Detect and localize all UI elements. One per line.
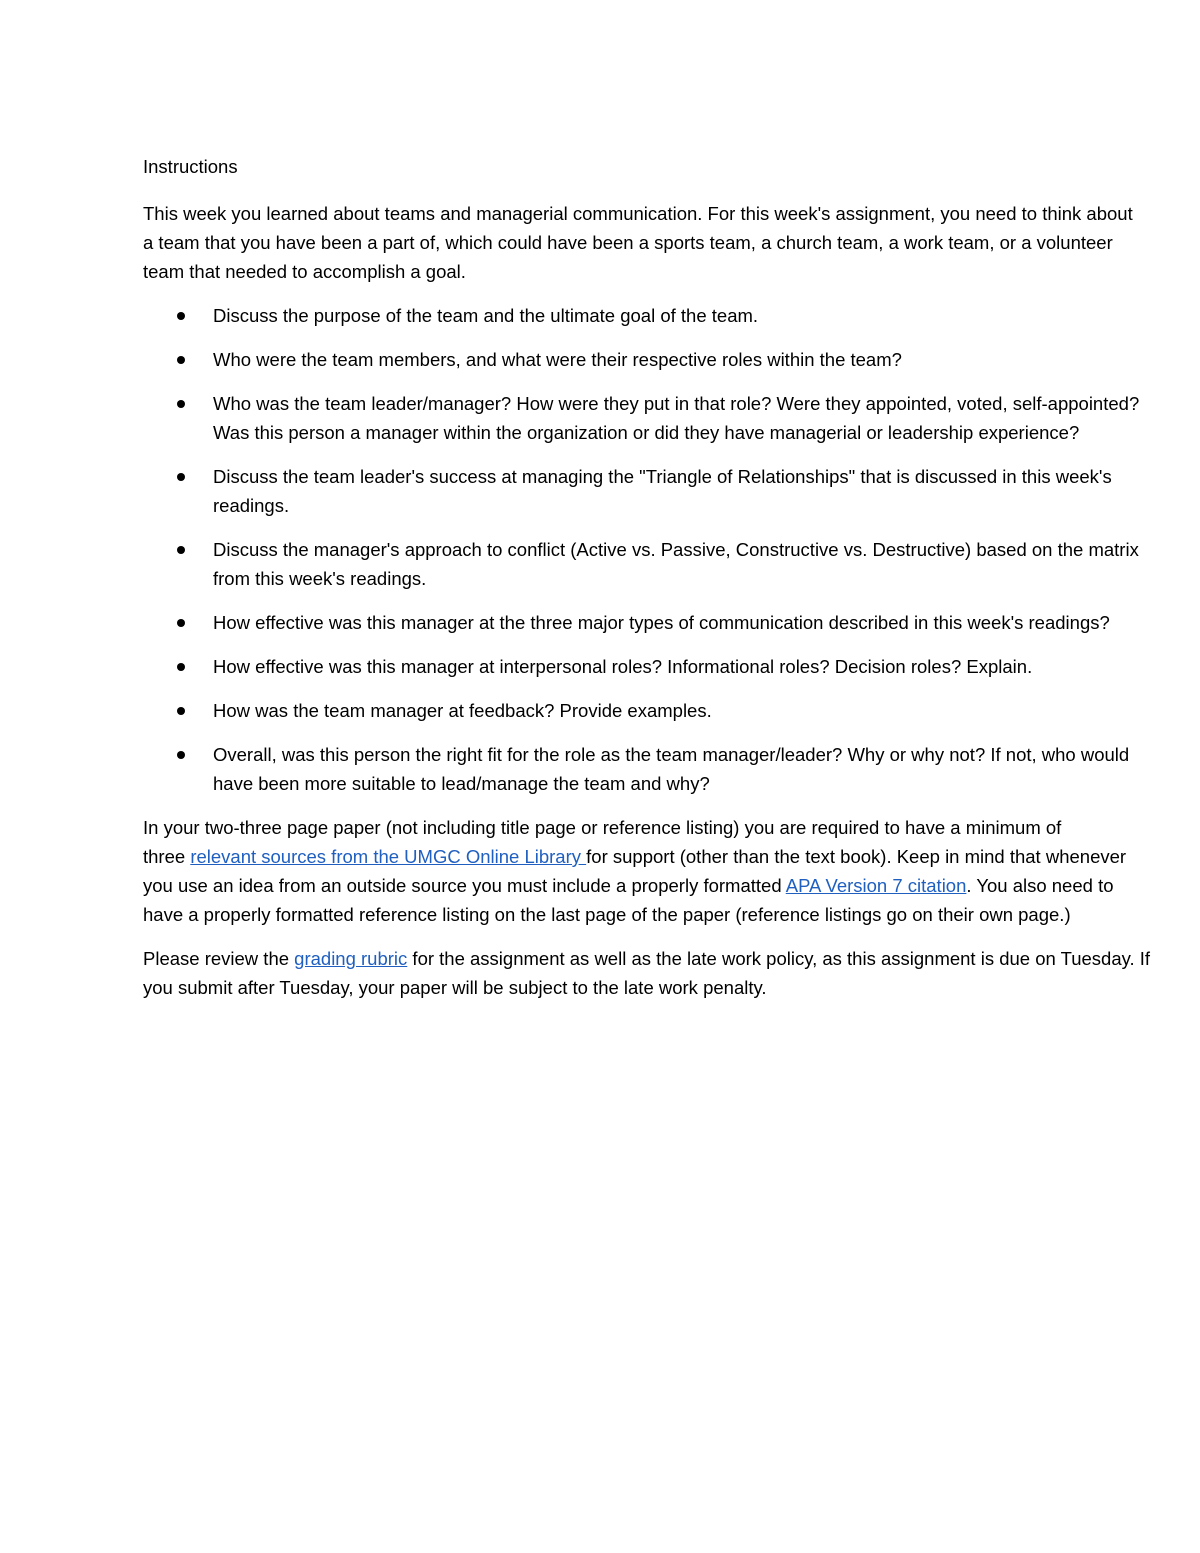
- list-item-text: Was this person a manager within the organization or did they have managerial or leadership experience?: [213, 422, 1080, 443]
- list-item-text: Discuss the purpose of the team and the ultimate goal of the team.: [213, 305, 759, 326]
- paragraph-text: three: [143, 846, 191, 867]
- list-item-text: Overall, was this person the right fit for the role as the team manager/leader? Why or why not? If not, who would: [213, 744, 1130, 765]
- paragraph-text: Please review the: [143, 948, 295, 969]
- bullet-icon: [177, 619, 185, 627]
- list-item: [143, 696, 1200, 725]
- bullet-icon: [177, 312, 185, 320]
- bullet-icon: [177, 356, 185, 364]
- intro-paragraph: [143, 199, 1200, 286]
- sources-paragraph: [143, 813, 1200, 929]
- list-item-text: How was the team manager at feedback? Provide examples.: [213, 700, 712, 721]
- list-item-text: from this week's readings.: [213, 568, 427, 589]
- rubric-paragraph: [143, 944, 1200, 1002]
- list-item-text: have been more suitable to lead/manage the team and why?: [213, 773, 710, 794]
- intro-line: This week you learned about teams and managerial communication. For this week's assignment, you need to think about: [143, 203, 1133, 224]
- list-item: [143, 462, 1200, 520]
- paragraph-line: you submit after Tuesday, your paper will be subject to the late work penalty.: [143, 977, 767, 998]
- page-title: Instructions: [143, 156, 238, 177]
- bullet-icon: [177, 707, 185, 715]
- paragraph-text: you use an idea from an outside source you must include a properly formatted: [143, 875, 786, 896]
- list-item-text: Who were the team members, and what were their respective roles within the team?: [213, 349, 902, 370]
- list-item: [143, 535, 1200, 593]
- grading-rubric-link[interactable]: grading rubric: [294, 948, 408, 969]
- list-item: [143, 301, 1200, 330]
- bullet-icon: [177, 546, 185, 554]
- intro-line: a team that you have been a part of, which could have been a sports team, a church team, a work team, or a volunteer: [143, 232, 1113, 253]
- apa-citation-link[interactable]: APA Version 7 citation: [785, 875, 967, 896]
- list-item-text: Who was the team leader/manager? How were they put in that role? Were they appointed, voted, self-appointed?: [213, 393, 1140, 414]
- paragraph-text: for support (other than the text book). Keep in mind that whenever: [586, 846, 1127, 867]
- bullet-icon: [177, 751, 185, 759]
- bullet-icon: [177, 663, 185, 671]
- list-item-text: How effective was this manager at interpersonal roles? Informational roles? Decision roles? Explain.: [213, 656, 1033, 677]
- bullet-icon: [177, 400, 185, 408]
- list-item-text: readings.: [213, 495, 290, 516]
- paragraph-line: In your two-three page paper (not including title page or reference listing) you are required to have a minimum of: [143, 817, 1062, 838]
- paragraph-line: have a properly formatted reference listing on the last page of the paper (reference listings go on their own page.): [143, 904, 1071, 925]
- question-list: [143, 301, 1200, 798]
- list-item-text: How effective was this manager at the three major types of communication described in this week's readings?: [213, 612, 1110, 633]
- paragraph-text: . You also need to: [966, 875, 1114, 896]
- document-body: [143, 152, 1200, 1017]
- list-item: [143, 608, 1200, 637]
- list-item-text: Discuss the team leader's success at managing the "Triangle of Relationships" that is discussed in this week's: [213, 466, 1112, 487]
- intro-line: team that needed to accomplish a goal.: [143, 261, 466, 282]
- list-item-text: Discuss the manager's approach to conflict (Active vs. Passive, Constructive vs. Destructive) based on the matrix: [213, 539, 1139, 560]
- list-item: [143, 389, 1200, 447]
- list-item: [143, 652, 1200, 681]
- paragraph-line: [143, 842, 1200, 871]
- paragraph-line: [143, 944, 1200, 973]
- list-item: [143, 740, 1200, 798]
- paragraph-line: [143, 871, 1200, 900]
- bullet-icon: [177, 473, 185, 481]
- library-sources-link[interactable]: relevant sources from the UMGC Online Library: [190, 846, 587, 867]
- paragraph-text: for the assignment as well as the late work policy, as this assignment is due on Tuesday. If: [407, 948, 1151, 969]
- list-item: [143, 345, 1200, 374]
